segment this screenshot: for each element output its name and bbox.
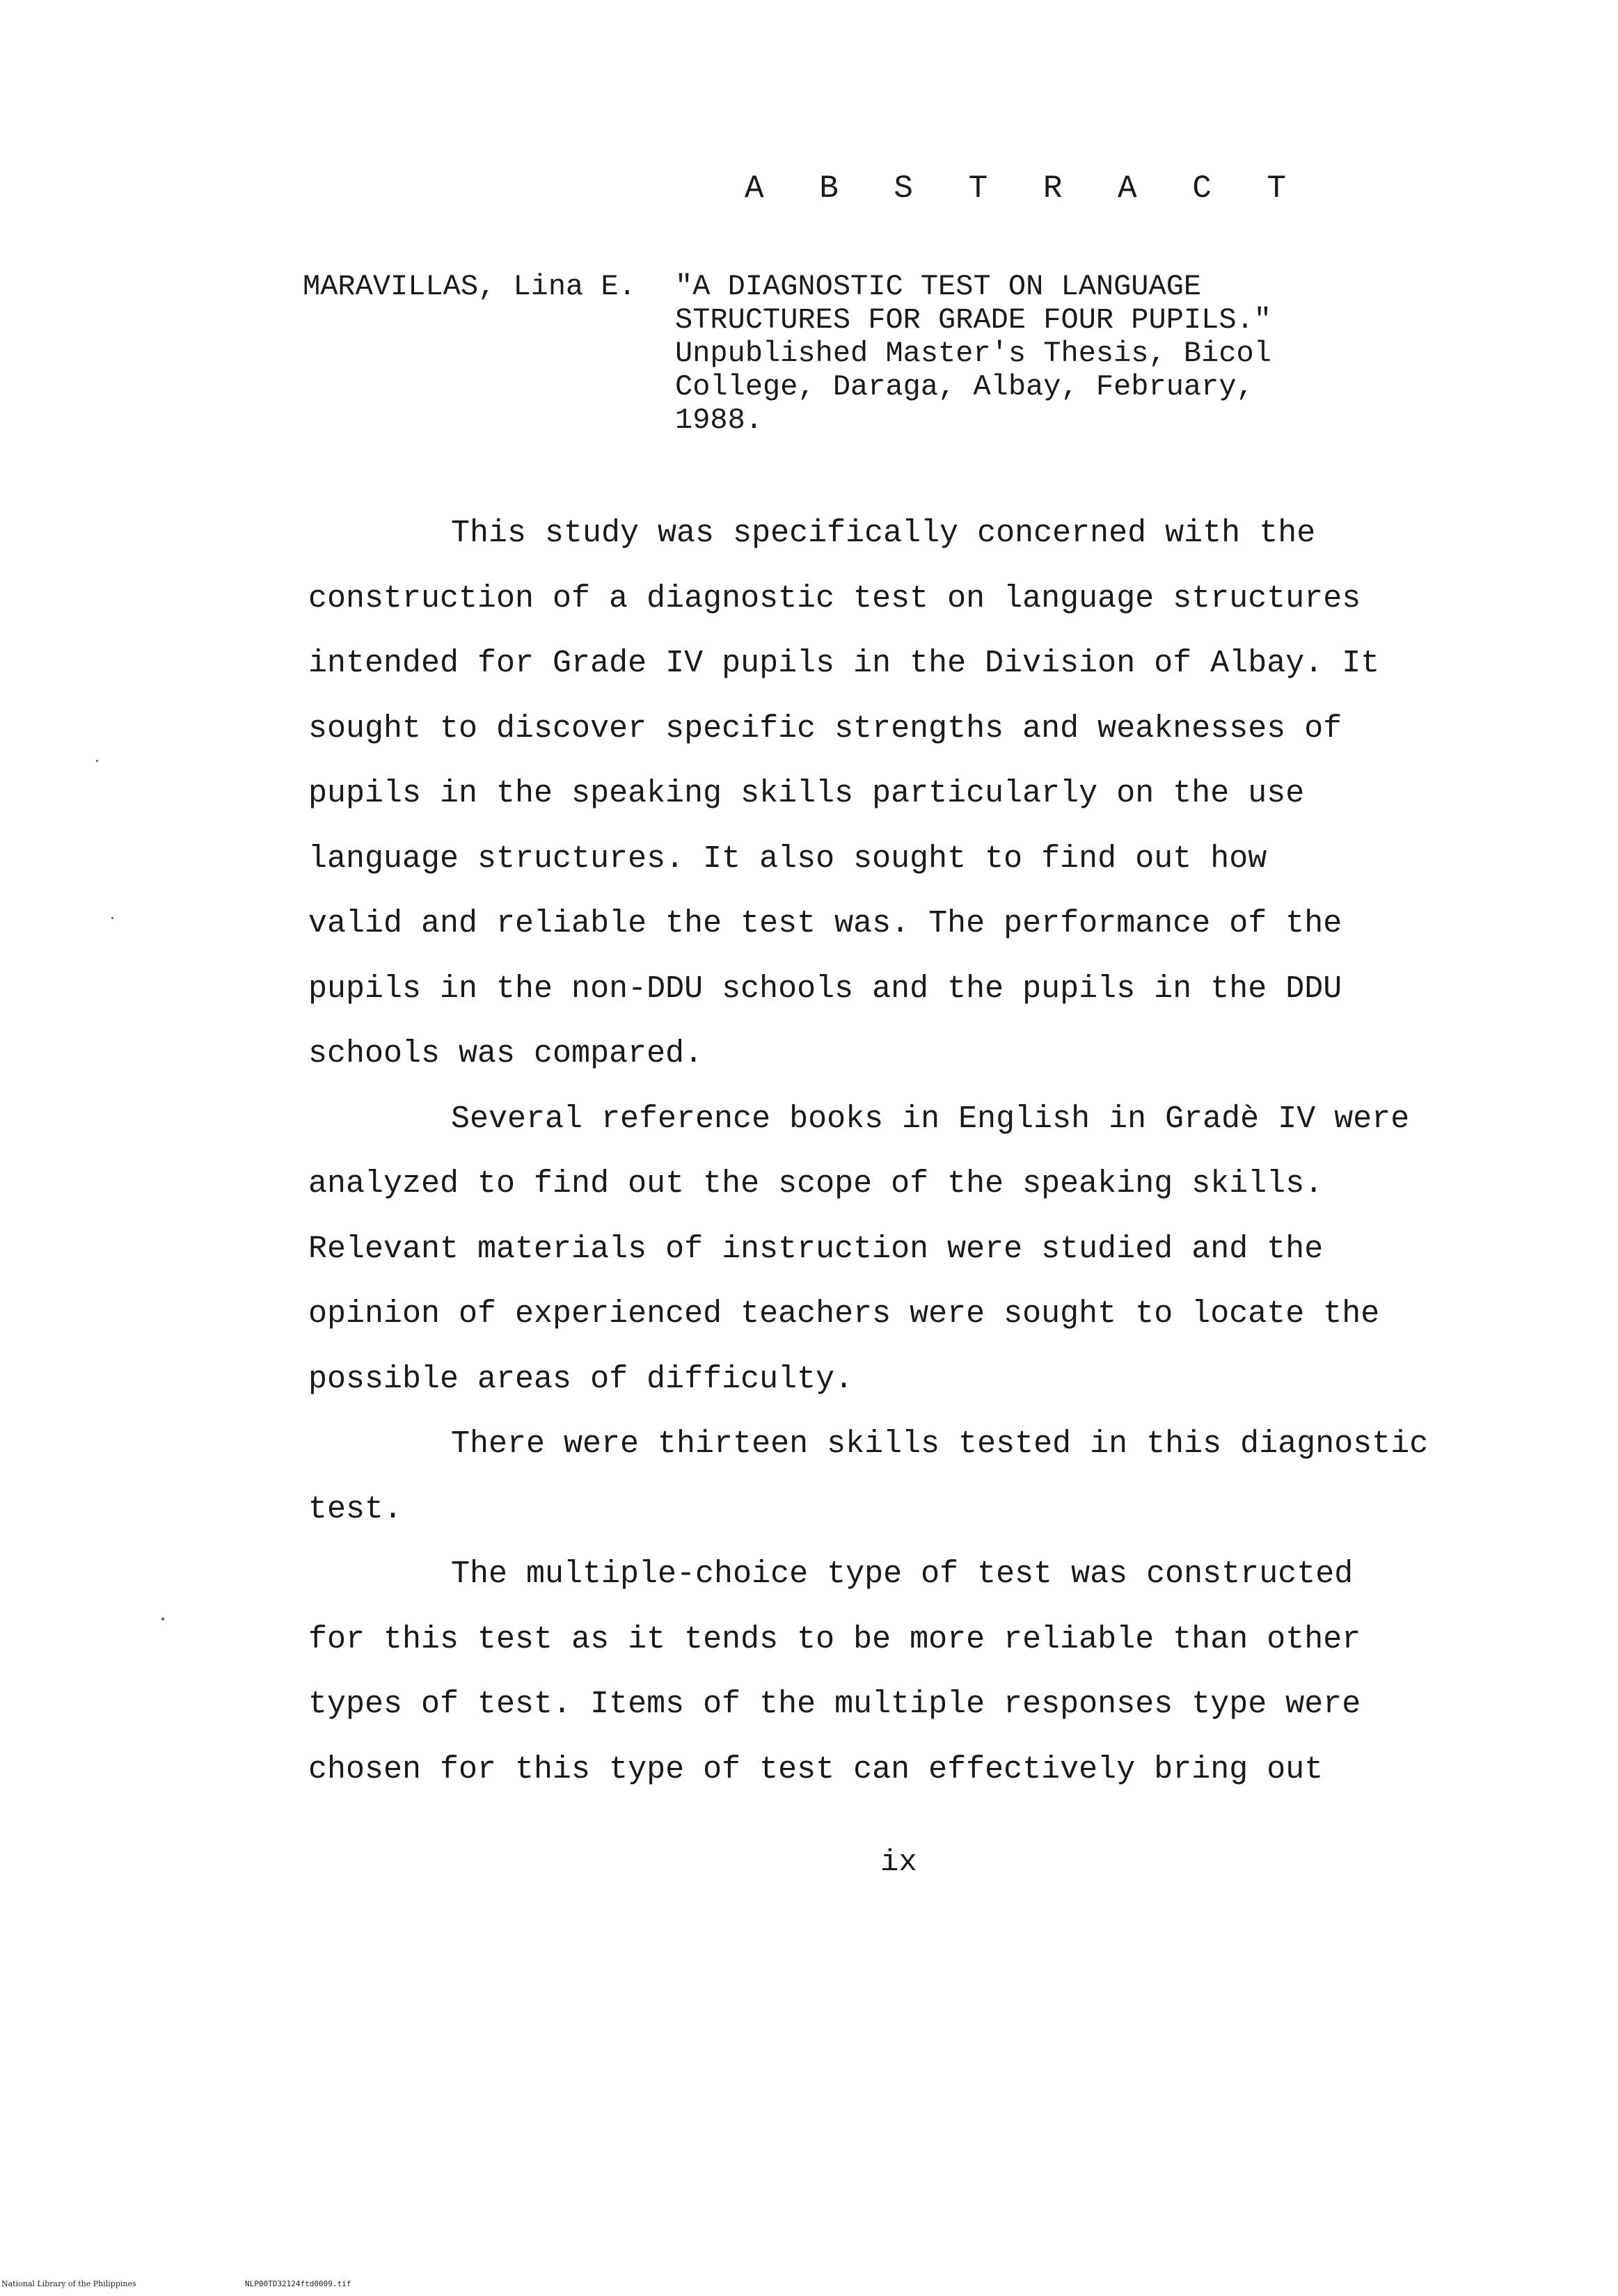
paragraph-2: [308, 1087, 1519, 1412]
text-line: schools was compared.: [308, 1036, 704, 1071]
citation-line: STRUCTURES FOR GRADE FOUR PUPILS.": [675, 303, 1271, 337]
page-number: ix: [880, 1845, 917, 1880]
text-line: test.: [308, 1491, 403, 1527]
text-line: The multiple-choice type of test was constructed: [451, 1556, 1354, 1592]
text-line: analyzed to find out the scope of the speaking skills.: [308, 1166, 1324, 1202]
citation-author: MARAVILLAS, Lina E.: [303, 270, 636, 303]
text-line: chosen for this type of test can effectively bring out: [308, 1751, 1324, 1787]
footer-library-label: National Library of the Philippines: [1, 2279, 136, 2288]
text-line: pupils in the non-DDU schools and the pupils in the DDU: [308, 971, 1342, 1007]
text-line: valid and reliable the test was. The performance of the: [308, 906, 1342, 941]
text-line: types of test. Items of the multiple responses type were: [308, 1687, 1361, 1722]
text-line: intended for Grade IV pupils in the Division of Albay. It: [308, 646, 1380, 681]
paragraph-1: [308, 501, 1519, 1087]
footer-file-label: NLP00TD32124ftd0009.tif: [245, 2279, 351, 2288]
page-title: A B S T R A C T: [745, 170, 1305, 207]
text-line: construction of a diagnostic test on language structures: [308, 580, 1361, 616]
citation-line: Unpublished Master's Thesis, Bicol: [675, 337, 1271, 370]
scan-speck: [111, 917, 113, 919]
paragraph-4: [308, 1542, 1519, 1802]
scan-speck: [161, 1618, 164, 1620]
text-line: opinion of experienced teachers were sought to locate the: [308, 1296, 1380, 1332]
citation-line: 1988.: [675, 404, 763, 437]
citation-line: "A DIAGNOSTIC TEST ON LANGUAGE: [675, 270, 1202, 303]
citation-reference: [675, 270, 1618, 437]
text-line: Several reference books in English in Gradè IV were: [451, 1101, 1410, 1137]
text-line: language structures. It also sought to find out how: [308, 840, 1267, 877]
text-line: pupils in the speaking skills particularly on the use: [308, 776, 1305, 811]
abstract-body: [308, 501, 1519, 1802]
text-line: Relevant materials of instruction were studied and the: [308, 1231, 1324, 1267]
text-line: for this test as it tends to be more reliable than other: [308, 1621, 1361, 1657]
citation-line: College, Daraga, Albay, February,: [675, 370, 1254, 404]
text-line: This study was specifically concerned with the: [451, 516, 1316, 551]
text-line: possible areas of difficulty.: [308, 1361, 854, 1397]
text-line: sought to discover specific strengths and weaknesses of: [308, 710, 1342, 747]
scan-speck: [96, 760, 98, 762]
text-line: There were thirteen skills tested in this diagnostic: [451, 1426, 1429, 1462]
paragraph-3: [308, 1412, 1519, 1542]
